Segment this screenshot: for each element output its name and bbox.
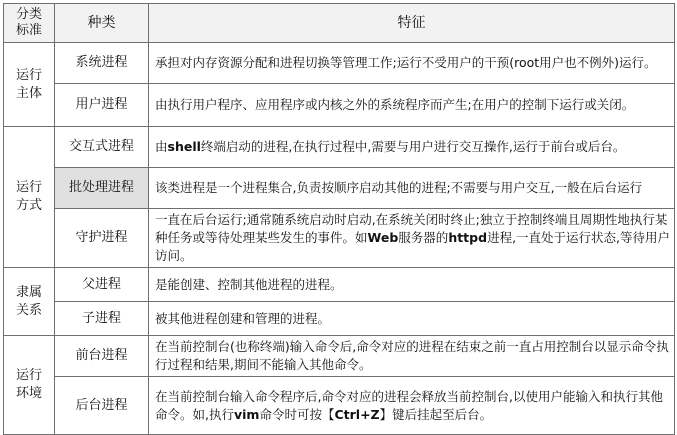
group-label: 运行 环境 [15,368,42,401]
type-cell: 后台进程 [55,377,149,435]
header-row [4,4,675,43]
header-category-label: 分类 标准 [15,7,42,38]
type-cell: 用户进程 [55,84,149,127]
group-label: 运行 主体 [15,67,42,101]
feature-text: 在当前控制台输入命令程序后,命令对应的进程会释放当前控制台,以使用户能输入和执行其他命令。如,执行 [155,388,663,422]
group-running-env [4,336,55,435]
feature-cell [149,377,675,435]
group-label: 运行 方式 [15,180,42,213]
header-type: 种类 [55,4,149,43]
feature-text-bold: httpd [448,230,488,245]
feature-text-bold: shell [167,139,201,154]
table-row [4,84,675,127]
table-row [4,268,675,302]
header-feature: 特征 [149,4,675,43]
header-category [4,4,55,43]
table-row [4,43,675,84]
group-affiliation [4,268,55,336]
table-row [4,168,675,209]
table-row [4,127,675,168]
feature-text: 由 [155,139,168,154]
feature-text: 进程,一直处于运行状态,等待用户访问。 [155,230,671,263]
feature-cell: 由执行用户程序、应用程序或内核之外的系统程序而产生;在用户的控制下运行或关闭。 [149,84,675,127]
table-row [4,209,675,268]
table-row [4,302,675,336]
type-cell: 子进程 [55,302,149,336]
feature-cell: 在当前控制台(也称终端)输入命令后,命令对应的进程在结束之前一直占用控制台以显示命令执行过程和结果,期间不能输入其他命令。 [149,336,675,377]
type-cell: 批处理进程 [55,168,149,209]
group-running-subject [4,43,55,127]
feature-text: 命令时可按【 [259,406,335,422]
feature-cell: 被其他进程创建和管理的进程。 [149,302,675,336]
feature-cell [149,209,675,268]
table-row [4,336,675,377]
group-label: 隶属 关系 [15,284,42,318]
type-cell: 交互式进程 [55,127,149,168]
feature-text: 】键后挂起至后台。 [379,406,493,422]
feature-text: 终端启动的进程,在执行过程中,需要与用户进行交互操作,运行于前台或后台。 [200,139,626,154]
process-classification-table-container [3,3,674,422]
feature-text: 一直在后台运行;通常随系统启动时启动,在系统关闭时终止;独立于控制终端且周期性地执行某种任务或等待处理某些发生的事件。如 [155,212,668,245]
process-classification-table [3,3,675,435]
feature-text-bold: Web [367,230,399,245]
type-cell: 父进程 [55,268,149,302]
table-row [4,377,675,435]
feature-cell: 承担对内存资源分配和进程切换等管理工作;运行不受用户的干预(root用户也不例外)运行。 [149,43,675,84]
feature-cell: 是能创建、控制其他进程的进程。 [149,268,675,302]
feature-text-bold: vim [233,406,260,422]
group-running-mode [4,127,55,268]
feature-text-bold: Ctrl+Z [334,406,380,422]
type-cell: 前台进程 [55,336,149,377]
feature-cell [149,127,675,168]
type-cell: 系统进程 [55,43,149,84]
feature-cell: 该类进程是一个进程集合,负责按顺序启动其他的进程;不需要与用户交互,一般在后台运行 [149,168,675,209]
type-cell: 守护进程 [55,209,149,268]
feature-text: 服务器的 [398,230,449,245]
